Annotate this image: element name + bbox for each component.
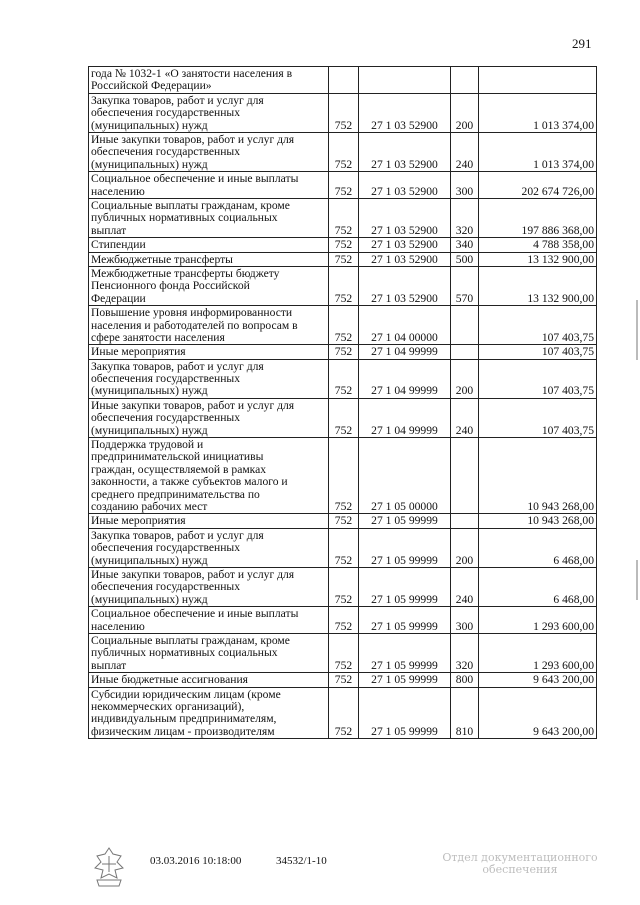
row-name: Закупка товаров, работ и услуг для обеспечения государственных (муниципальных) нужд (89, 528, 329, 567)
row-grbs (329, 67, 359, 94)
row-grbs: 752 (329, 132, 359, 171)
row-target-code: 27 1 03 52900 (359, 238, 451, 252)
row-amount: 202 674 726,00 (479, 172, 597, 199)
row-amount: 6 468,00 (479, 528, 597, 567)
row-grbs: 752 (329, 607, 359, 634)
row-grbs: 752 (329, 93, 359, 132)
row-target-code: 27 1 04 99999 (359, 359, 451, 398)
row-expense-type (451, 438, 479, 514)
row-grbs: 752 (329, 252, 359, 266)
row-amount: 13 132 900,00 (479, 252, 597, 266)
row-target-code: 27 1 05 00000 (359, 438, 451, 514)
row-name: года № 1032-1 «О занятости населения в Российской Федерации» (89, 67, 329, 94)
row-target-code: 27 1 03 52900 (359, 266, 451, 305)
row-expense-type: 320 (451, 634, 479, 673)
row-amount: 10 943 268,00 (479, 514, 597, 528)
row-grbs: 752 (329, 306, 359, 345)
row-expense-type (451, 514, 479, 528)
row-amount: 197 886 368,00 (479, 198, 597, 237)
row-expense-type: 810 (451, 687, 479, 739)
row-name: Иные мероприятия (89, 345, 329, 359)
row-target-code (359, 67, 451, 94)
row-name: Субсидии юридическим лицам (кроме некоммерческих организаций), индивидуальным предпринимателям, физическим лицам - производителям (89, 687, 329, 739)
row-expense-type: 240 (451, 398, 479, 437)
row-amount: 1 013 374,00 (479, 93, 597, 132)
table-row (89, 238, 597, 252)
row-grbs: 752 (329, 528, 359, 567)
table-row (89, 252, 597, 266)
table-row (89, 345, 597, 359)
row-expense-type: 200 (451, 359, 479, 398)
table-row (89, 634, 597, 673)
row-amount: 107 403,75 (479, 398, 597, 437)
row-expense-type: 200 (451, 93, 479, 132)
row-name: Поддержка трудовой и предпринимательской инициативы граждан, осуществляемой в рамках законности, а также субъектов малого и среднего предпринимательства по созданию рабочих мест (89, 438, 329, 514)
row-target-code: 27 1 03 52900 (359, 93, 451, 132)
row-amount: 107 403,75 (479, 345, 597, 359)
row-expense-type: 570 (451, 266, 479, 305)
row-target-code: 27 1 05 99999 (359, 673, 451, 687)
row-name: Закупка товаров, работ и услуг для обеспечения государственных (муниципальных) нужд (89, 359, 329, 398)
row-name: Стипендии (89, 238, 329, 252)
row-grbs: 752 (329, 634, 359, 673)
row-grbs: 752 (329, 438, 359, 514)
row-amount: 1 293 600,00 (479, 634, 597, 673)
page-number: 291 (572, 36, 592, 51)
row-name: Межбюджетные трансферты бюджету Пенсионного фонда Российской Федерации (89, 266, 329, 305)
table-row (89, 673, 597, 687)
table-row (89, 266, 597, 305)
row-expense-type (451, 67, 479, 94)
row-target-code: 27 1 04 00000 (359, 306, 451, 345)
row-amount: 1 293 600,00 (479, 607, 597, 634)
row-expense-type: 240 (451, 568, 479, 607)
table-row (89, 67, 597, 94)
table-row (89, 607, 597, 634)
row-grbs: 752 (329, 238, 359, 252)
row-amount: 6 468,00 (479, 568, 597, 607)
table-row (89, 528, 597, 567)
row-amount: 1 013 374,00 (479, 132, 597, 171)
table-row (89, 687, 597, 739)
row-grbs: 752 (329, 673, 359, 687)
row-name: Повышение уровня информированности населения и работодателей по вопросам в сфере занятости населения (89, 306, 329, 345)
row-name: Иные мероприятия (89, 514, 329, 528)
row-grbs: 752 (329, 568, 359, 607)
table-row (89, 132, 597, 171)
budget-table (88, 66, 597, 739)
row-target-code: 27 1 05 99999 (359, 514, 451, 528)
row-expense-type: 320 (451, 198, 479, 237)
row-amount: 4 788 358,00 (479, 238, 597, 252)
table-row (89, 93, 597, 132)
row-name: Межбюджетные трансферты (89, 252, 329, 266)
row-name: Иные закупки товаров, работ и услуг для обеспечения государственных (муниципальных) нужд (89, 132, 329, 171)
row-name: Социальное обеспечение и иные выплаты населению (89, 172, 329, 199)
row-amount (479, 67, 597, 94)
department-stamp: Отдел документационного обеспечения (442, 851, 598, 876)
row-grbs: 752 (329, 687, 359, 739)
row-name: Закупка товаров, работ и услуг для обеспечения государственных (муниципальных) нужд (89, 93, 329, 132)
row-expense-type (451, 345, 479, 359)
budget-table-body (89, 67, 597, 739)
row-amount: 9 643 200,00 (479, 673, 597, 687)
row-target-code: 27 1 03 52900 (359, 252, 451, 266)
row-grbs: 752 (329, 345, 359, 359)
row-expense-type: 340 (451, 238, 479, 252)
table-row (89, 172, 597, 199)
row-grbs: 752 (329, 172, 359, 199)
row-grbs: 752 (329, 398, 359, 437)
row-target-code: 27 1 05 99999 (359, 568, 451, 607)
row-name: Социальное обеспечение и иные выплаты населению (89, 607, 329, 634)
table-row (89, 438, 597, 514)
row-name: Иные закупки товаров, работ и услуг для обеспечения государственных (муниципальных) нужд (89, 568, 329, 607)
row-grbs: 752 (329, 359, 359, 398)
row-name: Социальные выплаты гражданам, кроме публичных нормативных социальных выплат (89, 198, 329, 237)
row-amount: 13 132 900,00 (479, 266, 597, 305)
table-row (89, 198, 597, 237)
row-grbs: 752 (329, 514, 359, 528)
row-expense-type: 300 (451, 172, 479, 199)
table-row (89, 306, 597, 345)
table-row (89, 514, 597, 528)
row-amount: 107 403,75 (479, 359, 597, 398)
row-expense-type: 300 (451, 607, 479, 634)
footer-datetime: 03.03.2016 10:18:00 (150, 855, 242, 867)
scan-edge-mark (636, 300, 638, 360)
row-amount: 10 943 268,00 (479, 438, 597, 514)
row-name: Иные закупки товаров, работ и услуг для обеспечения государственных (муниципальных) нужд (89, 398, 329, 437)
row-target-code: 27 1 03 52900 (359, 132, 451, 171)
row-target-code: 27 1 05 99999 (359, 634, 451, 673)
row-target-code: 27 1 04 99999 (359, 345, 451, 359)
footer-doc-number: 34532/1-10 (276, 855, 327, 867)
row-amount: 9 643 200,00 (479, 687, 597, 739)
row-target-code: 27 1 03 52900 (359, 172, 451, 199)
row-target-code: 27 1 05 99999 (359, 687, 451, 739)
row-expense-type: 500 (451, 252, 479, 266)
row-amount: 107 403,75 (479, 306, 597, 345)
scan-edge-mark (636, 560, 638, 600)
table-row (89, 359, 597, 398)
row-grbs: 752 (329, 266, 359, 305)
row-expense-type: 200 (451, 528, 479, 567)
row-name: Иные бюджетные ассигнования (89, 673, 329, 687)
row-target-code: 27 1 05 99999 (359, 607, 451, 634)
row-expense-type: 240 (451, 132, 479, 171)
row-expense-type: 800 (451, 673, 479, 687)
row-target-code: 27 1 05 99999 (359, 528, 451, 567)
row-name: Социальные выплаты гражданам, кроме публичных нормативных социальных выплат (89, 634, 329, 673)
seal-emblem-icon (91, 846, 127, 888)
table-row (89, 398, 597, 437)
row-target-code: 27 1 03 52900 (359, 198, 451, 237)
row-expense-type (451, 306, 479, 345)
row-grbs: 752 (329, 198, 359, 237)
row-target-code: 27 1 04 99999 (359, 398, 451, 437)
table-row (89, 568, 597, 607)
